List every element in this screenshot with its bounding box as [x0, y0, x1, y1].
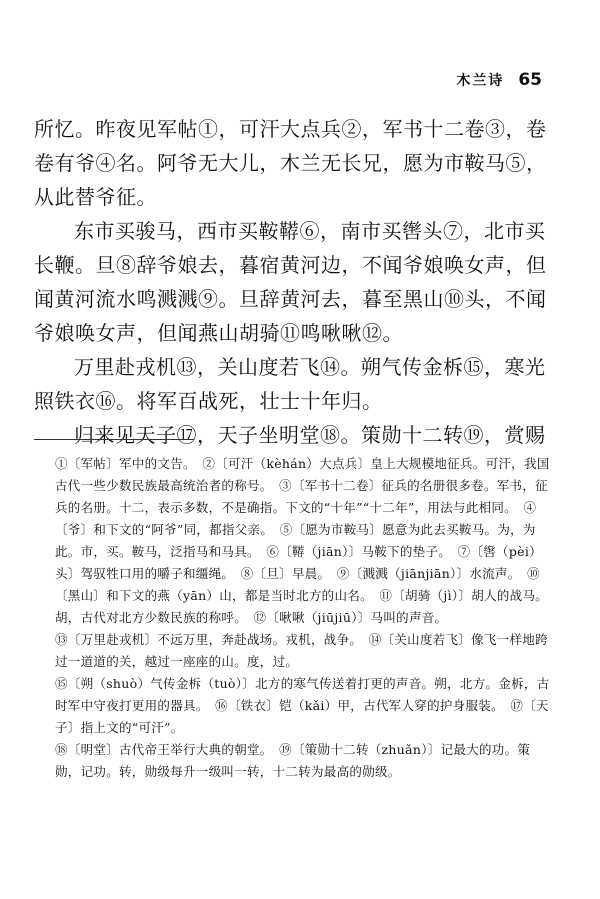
poem-paragraph-4: 归来见天子⑰，天子坐明堂⑱。策勋十二转⑲，赏赐 — [74, 423, 546, 447]
chapter-title: 木兰诗 — [456, 73, 505, 89]
footnote-block-2: ⑬〔万里赴戎机〕不远万里，奔赴战场。戎机，战争。 ⑭〔关山度若飞〕像飞一样地跨过一道道的关，越过一座座的山。度，过。 — [55, 632, 548, 669]
footnote-block-3: ⑮〔朔（shuò）气传金柝（tuò）〕北方的寒气传送着打更的声音。朔，北方。金柝，古时军中守夜打更用的器具。 ⑯〔铁衣〕铠（kǎi）甲，古代军人穿的护身服装。 ⑰〔天子〕指上文的“可汗”。 — [55, 676, 550, 735]
footnote-divider — [34, 439, 194, 440]
footnote-block-4: ⑱〔明堂〕古代帝王举行大典的朝堂。 ⑲〔策勋十二转（zhuǎn）〕记最大的功。策勋，记功。转，勋级每升一级叫一转，十二转为最高的勋级。 — [55, 742, 531, 779]
footnote-block-1: ①〔军帖〕军中的文告。 ②〔可汗（kèhán）大点兵〕皇上大规模地征兵。可汗，我国古代一些少数民族最高统治者的称号。 ③〔军书十二卷〕征兵的名册很多卷。军书，征兵的名册。十二，表示多数，不是确指。下文的“十年”“十二年”，用法与此相同。 ④〔爷〕和下文的“阿爷”同，都指父亲。 ⑤〔愿为市鞍马〕愿意为此去买鞍马。为，为此。市，买。鞍马，泛指马和马具。 ⑥〔鞯（jiān）〕马鞍下的垫子。 ⑦〔辔（pèi）头〕驾驭牲口用的嚼子和缰绳。 ⑧〔旦〕早晨。 ⑨〔溅溅（jiānjiān）〕水流声。 ⑩〔黑山〕和下文的燕（yān）山，都是当时北方的山名。 ⑪〔胡骑（jì）〕胡人的战马。胡，古代对北方少数民族的称呼。 ⑫〔啾啾（jiūjiū）〕马叫的声音。 — [55, 456, 550, 625]
poem-paragraph-1: 所忆。昨夜见军帖①，可汗大点兵②，军书十二卷③，卷卷有爷④名。阿爷无大儿，木兰无长兄，愿为市鞍马⑤，从此替爷征。 — [34, 117, 547, 209]
page-number: 65 — [518, 70, 542, 90]
running-head — [456, 70, 542, 90]
footnotes — [55, 453, 555, 783]
poem-paragraph-2: 东市买骏马，西市买鞍鞯⑥，南市买辔头⑦，北市买长鞭。旦⑧辞爷娘去，暮宿黄河边，不闻爷娘唤女声，但闻黄河流水鸣溅溅⑨。旦辞黄河去，暮至黑山⑩头，不闻爷娘唤女声，但闻燕山胡骑⑪鸣啾啾⑫。 — [34, 219, 547, 345]
poem-paragraph-3: 万里赴戎机⑬，关山度若飞⑭。朔气传金柝⑮，寒光照铁衣⑯。将军百战死，壮士十年归。 — [34, 355, 546, 413]
poem-body — [34, 112, 556, 452]
